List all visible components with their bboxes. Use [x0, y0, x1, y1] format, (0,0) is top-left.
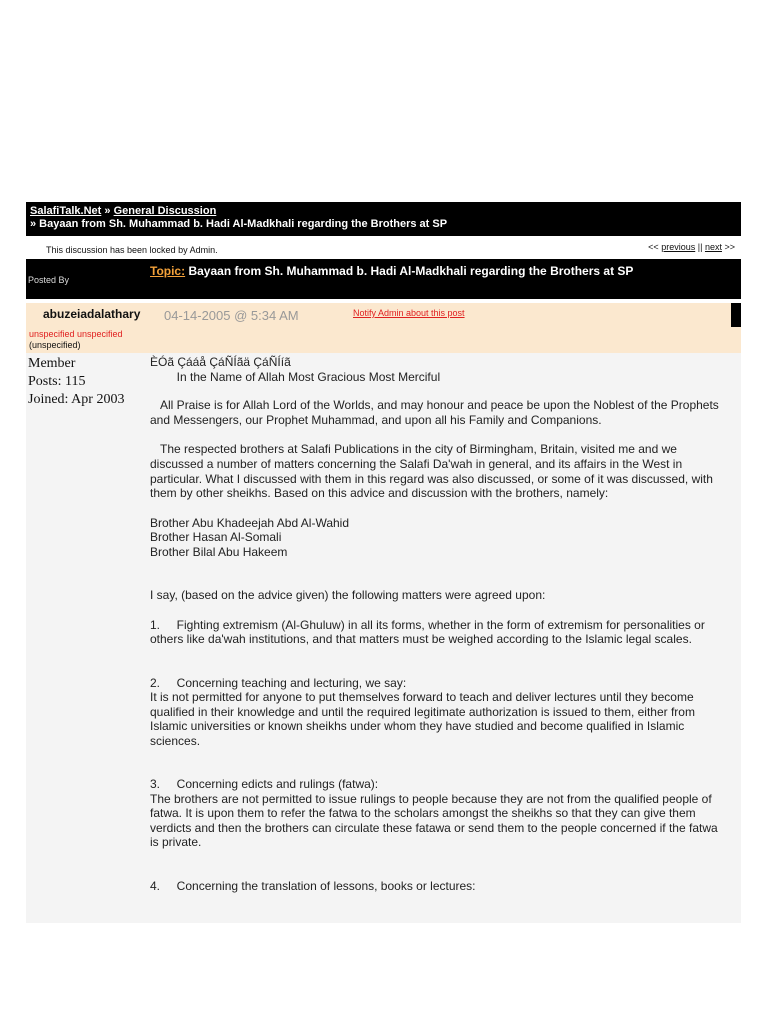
- thread-pager: [648, 242, 735, 252]
- breadcrumb-separator: »: [104, 205, 111, 217]
- post-paragraph: The respected brothers at Salafi Publications in the city of Birmingham, Britain, visited me and we discussed a number of matters concerning the Salafi Da'wah in general, and its affairs in the West in particular. What I discussed with them in this regard was also discussed, or some of it was discussed, with them by other sheikhs. Based on this advice and discussion with the brothers, namely:: [150, 442, 717, 501]
- author-joined: Joined: Apr 2003: [28, 392, 125, 407]
- post-date: 04-14-2005 @ 5:34 AM: [164, 308, 299, 323]
- notify-admin-link[interactable]: Notify Admin about this post: [353, 308, 465, 318]
- post-paragraph: Brother Abu Khadeejah Abd Al-Wahid Brother Hasan Al-Somali Brother Bilal Abu Hakeem: [150, 515, 350, 559]
- pager-divider: ||: [697, 242, 703, 252]
- lock-bar: [26, 240, 741, 258]
- previous-link[interactable]: previous: [661, 242, 696, 252]
- author-post-count: Posts: 115: [28, 374, 86, 389]
- post-paragraph: 4. Concerning the translation of lessons, books or lectures:: [150, 878, 476, 893]
- topic-bar: [26, 259, 741, 299]
- posted-by-label: Posted By: [28, 275, 70, 285]
- prev-arrows: <<: [648, 242, 659, 252]
- breadcrumb: [30, 205, 741, 218]
- author-location: unspecified unspecified: [29, 329, 123, 339]
- post-paragraph: 2. Concerning teaching and lecturing, we say: It is not permitted for anyone to put themselves forward to teach and deliver lectures until they become qualified in their knowledge and until the required legitimate authorization is issued to them, either from Islamic universities or known sheikhs under whom they have studied and become qualified in Islamic sciences.: [150, 675, 695, 748]
- author-meta: [28, 355, 124, 409]
- author-role: Member: [28, 356, 76, 371]
- thread-header: [26, 202, 741, 236]
- post-content: [150, 355, 728, 893]
- next-link[interactable]: next: [704, 242, 722, 252]
- post-author[interactable]: abuzeiadalathary: [43, 307, 141, 321]
- post-paragraph: ÈÓã Çááå ÇáÑÍãä ÇáÑÍíã In the Name of Allah Most Gracious Most Merciful: [150, 355, 441, 384]
- topic-title: Bayaan from Sh. Muhammad b. Hadi Al-Madkhali regarding the Brothers at SP: [188, 264, 634, 278]
- breadcrumb-forum-link[interactable]: General Discussion: [113, 205, 217, 217]
- author-location-secondary: (unspecified): [29, 340, 81, 350]
- header-edge-bar: [731, 303, 741, 327]
- post-body: [26, 353, 741, 923]
- breadcrumb-site-link[interactable]: SalafiTalk.Net: [30, 205, 102, 217]
- lock-notice: This discussion has been locked by Admin.: [46, 245, 218, 255]
- topic-heading: [150, 265, 650, 278]
- thread-title: » Bayaan from Sh. Muhammad b. Hadi Al-Madkhali regarding the Brothers at SP: [30, 218, 448, 230]
- post-paragraph: All Praise is for Allah Lord of the Worlds, and may honour and peace be upon the Noblest of the Prophets and Messengers, our Prophet Muhammad, and upon all his Family and Companions.: [150, 398, 723, 427]
- post-paragraph: 3. Concerning edicts and rulings (fatwa): The brothers are not permitted to issue rulings to people because they are not from the qualified people of fatwa. It is upon them to refer the fatwa to the scholars amongst the sheikhs so that they can give them verdicts and then the brothers can circulate these fatawa or send them to the people concerned if the fatwa is private.: [150, 777, 718, 850]
- next-arrows: >>: [724, 242, 735, 252]
- post-header: [26, 303, 741, 353]
- post-paragraph: I say, (based on the advice given) the following matters were agreed upon:: [150, 588, 546, 603]
- topic-label-link[interactable]: Topic:: [150, 264, 186, 278]
- post-paragraph: 1. Fighting extremism (Al-Ghuluw) in all its forms, whether in the form of extremism for personalities or others like da'wah institutions, and that matters must be weighed according to the Islamic legal scales.: [150, 617, 709, 647]
